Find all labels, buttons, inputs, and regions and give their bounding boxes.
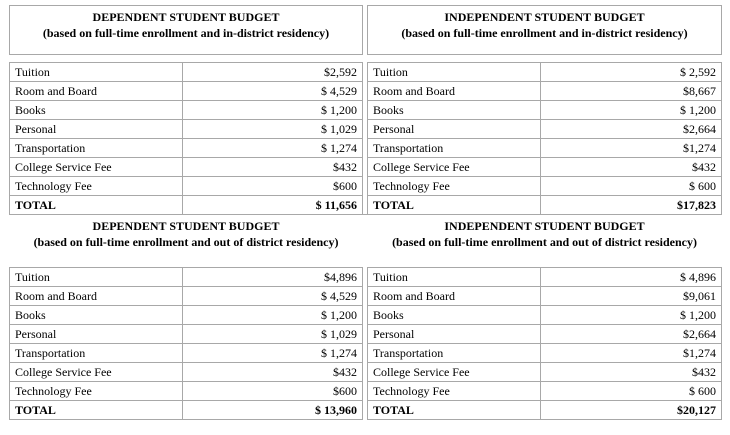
budget-title: INDEPENDENT STUDENT BUDGET	[444, 219, 645, 233]
budget-row	[10, 63, 363, 82]
budget-row	[10, 139, 363, 158]
budget-row	[10, 382, 363, 401]
budget-item-label: Tuition	[10, 63, 183, 82]
budget-item-amount: $2,664	[541, 325, 722, 344]
total-label: TOTAL	[368, 401, 541, 420]
budget-row	[10, 306, 363, 325]
budget-item-label: Technology Fee	[368, 382, 541, 401]
budget-subtitle: (based on full-time enrollment and in-district residency)	[401, 26, 688, 40]
budget-item-label: Personal	[10, 120, 183, 139]
budget-row	[368, 268, 722, 287]
budget-item-amount: $432	[541, 363, 722, 382]
budget-item-label: College Service Fee	[368, 363, 541, 382]
budget-item-label: Tuition	[10, 268, 183, 287]
budget-item-label: Personal	[368, 120, 541, 139]
budget-item-label: Room and Board	[368, 287, 541, 306]
budget-row	[368, 177, 722, 196]
budget-item-amount: $2,664	[541, 120, 722, 139]
budget-item-label: Tuition	[368, 268, 541, 287]
dependent-out-of-district-budget	[9, 216, 363, 420]
budget-item-amount: $1,274	[541, 344, 722, 363]
budget-table	[9, 267, 363, 420]
budget-row	[368, 101, 722, 120]
total-amount: $ 11,656	[182, 196, 362, 215]
budget-item-label: Personal	[368, 325, 541, 344]
budget-item-label: Technology Fee	[10, 382, 183, 401]
budget-row	[10, 363, 363, 382]
budget-row	[10, 268, 363, 287]
budget-item-amount: $432	[182, 158, 362, 177]
budget-item-label: College Service Fee	[368, 158, 541, 177]
budget-row	[368, 382, 722, 401]
budget-row	[10, 344, 363, 363]
budget-row	[10, 101, 363, 120]
total-label: TOTAL	[368, 196, 541, 215]
budget-row	[368, 158, 722, 177]
total-amount: $20,127	[541, 401, 722, 420]
total-label: TOTAL	[10, 401, 183, 420]
budget-subtitle: (based on full-time enrollment and out of district residency)	[33, 235, 339, 249]
budget-row	[368, 325, 722, 344]
budget-item-amount: $2,592	[182, 63, 362, 82]
budget-item-amount: $ 2,592	[541, 63, 722, 82]
independent-out-of-district-budget	[367, 216, 722, 420]
budget-item-label: Books	[10, 306, 183, 325]
budget-table	[367, 267, 722, 420]
budget-table	[367, 62, 722, 215]
budget-row	[368, 120, 722, 139]
budget-row	[368, 287, 722, 306]
budget-subtitle: (based on full-time enrollment and in-district residency)	[42, 26, 330, 40]
budget-item-amount: $ 1,029	[182, 325, 362, 344]
budget-item-amount: $ 4,529	[182, 287, 362, 306]
budget-total-row	[368, 196, 722, 215]
budget-item-amount: $ 4,529	[182, 82, 362, 101]
budget-item-label: Transportation	[368, 344, 541, 363]
total-amount: $17,823	[541, 196, 722, 215]
budget-item-amount: $ 1,200	[541, 101, 722, 120]
budget-item-label: Transportation	[10, 344, 183, 363]
budget-item-label: Books	[368, 101, 541, 120]
budget-title: DEPENDENT STUDENT BUDGET	[92, 219, 280, 233]
budget-header	[367, 5, 722, 55]
budget-item-amount: $ 600	[541, 177, 722, 196]
budget-total-row	[368, 401, 722, 420]
budget-item-label: Books	[368, 306, 541, 325]
budget-table	[9, 62, 363, 215]
budget-item-amount: $ 1,200	[182, 306, 362, 325]
budget-item-amount: $ 1,274	[182, 344, 362, 363]
budget-header	[367, 216, 722, 260]
independent-in-district-budget	[367, 5, 722, 215]
budget-row	[368, 63, 722, 82]
budget-title: DEPENDENT STUDENT BUDGET	[92, 10, 280, 24]
budget-row	[10, 158, 363, 177]
budget-item-label: Transportation	[10, 139, 183, 158]
budget-item-amount: $ 600	[541, 382, 722, 401]
budget-item-amount: $ 1,200	[182, 101, 362, 120]
budget-item-amount: $432	[182, 363, 362, 382]
budget-item-amount: $ 1,200	[541, 306, 722, 325]
budget-row	[10, 287, 363, 306]
budget-item-label: Transportation	[368, 139, 541, 158]
dependent-in-district-budget	[9, 5, 363, 215]
budget-item-label: College Service Fee	[10, 363, 183, 382]
budget-row	[368, 344, 722, 363]
budget-row	[368, 306, 722, 325]
budget-item-amount: $4,896	[182, 268, 362, 287]
budget-row	[368, 139, 722, 158]
budget-item-amount: $432	[541, 158, 722, 177]
budget-item-amount: $ 1,029	[182, 120, 362, 139]
budget-row	[368, 82, 722, 101]
budget-total-row	[10, 196, 363, 215]
budget-item-amount: $600	[182, 177, 362, 196]
budget-item-amount: $ 1,274	[182, 139, 362, 158]
budget-subtitle: (based on full-time enrollment and out of district residency)	[392, 235, 697, 249]
budget-item-label: Room and Board	[10, 287, 183, 306]
budget-row	[10, 120, 363, 139]
budget-item-label: Personal	[10, 325, 183, 344]
budget-item-amount: $8,667	[541, 82, 722, 101]
budget-row	[10, 177, 363, 196]
budget-item-amount: $600	[182, 382, 362, 401]
total-label: TOTAL	[10, 196, 183, 215]
budget-item-amount: $1,274	[541, 139, 722, 158]
budget-header	[9, 216, 363, 260]
total-amount: $ 13,960	[182, 401, 362, 420]
budget-item-label: Tuition	[368, 63, 541, 82]
budget-total-row	[10, 401, 363, 420]
budget-item-amount: $9,061	[541, 287, 722, 306]
budget-row	[10, 325, 363, 344]
budget-header	[9, 5, 363, 55]
budget-title: INDEPENDENT STUDENT BUDGET	[444, 10, 645, 24]
budget-item-label: Room and Board	[10, 82, 183, 101]
budget-item-label: Room and Board	[368, 82, 541, 101]
budget-item-label: Technology Fee	[368, 177, 541, 196]
budget-row	[10, 82, 363, 101]
budget-item-label: Technology Fee	[10, 177, 183, 196]
budget-item-amount: $ 4,896	[541, 268, 722, 287]
budget-item-label: Books	[10, 101, 183, 120]
budget-row	[368, 363, 722, 382]
budget-item-label: College Service Fee	[10, 158, 183, 177]
